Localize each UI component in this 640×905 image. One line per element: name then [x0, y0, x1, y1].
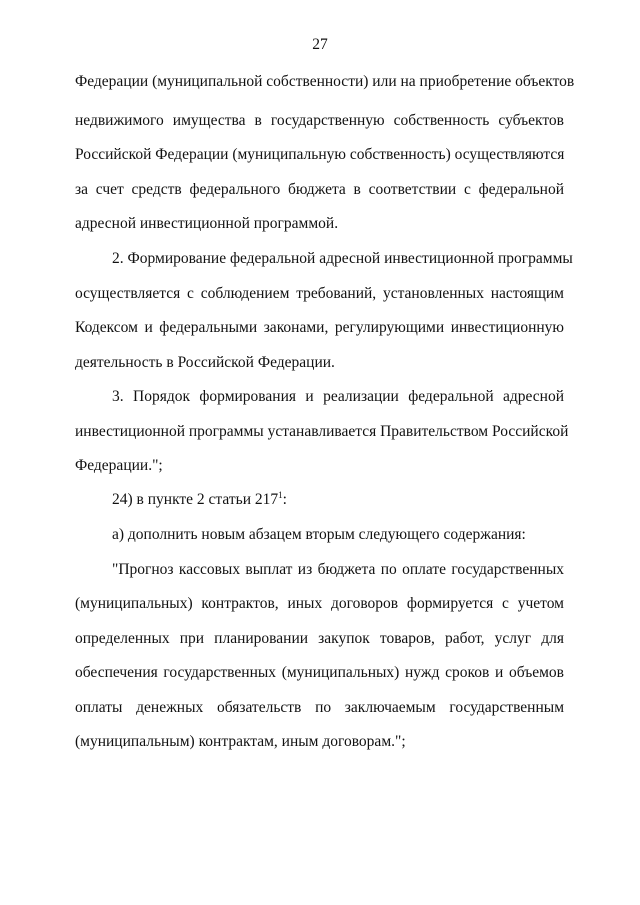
text-line: деятельность в Российской Федерации. — [75, 354, 335, 371]
text-line: (муниципальным) контрактам, иным договорам."; — [75, 733, 406, 750]
article-reference: 24) в пункте 2 статьи 217 — [112, 491, 279, 508]
text-line: за счет средств федерального бюджета в соответствии с федеральной — [75, 181, 564, 198]
text-line: "Прогноз кассовых выплат из бюджета по оплате государственных — [112, 561, 564, 578]
text-line: 3. Порядок формирования и реализации федеральной адресной — [112, 388, 564, 405]
text-line: (муниципальных) контрактов, иных договоров формируется с учетом — [75, 595, 564, 612]
superscript-index: 1 — [278, 489, 283, 500]
text-line: инвестиционной программы устанавливается Правительством Российской — [75, 423, 569, 440]
text-line: определенных при планировании закупок товаров, работ, услуг для — [75, 630, 564, 647]
text-line-with-superscript — [112, 490, 564, 510]
text-line: а) дополнить новым абзацем вторым следующего содержания: — [112, 526, 526, 543]
text-line: обеспечения государственных (муниципальных) нужд сроков и объемов — [75, 664, 564, 681]
text-line: оплаты денежных обязательств по заключаемым государственным — [75, 699, 564, 716]
text-line: Российской Федерации (муниципальную собственность) осуществляются — [75, 146, 565, 163]
colon: : — [282, 491, 287, 508]
page-number: 27 — [312, 36, 328, 53]
text-line: Кодексом и федеральными законами, регулирующими инвестиционную — [75, 319, 564, 336]
text-line: Федерации."; — [75, 457, 163, 474]
text-line: Федерации (муниципальной собственности) или на приобретение объектов — [75, 73, 575, 90]
text-line: осуществляется с соблюдением требований, установленных настоящим — [75, 285, 564, 302]
text-line: адресной инвестиционной программой. — [75, 215, 339, 232]
text-line: 2. Формирование федеральной адресной инвестиционной программы — [112, 250, 573, 267]
text-line: недвижимого имущества в государственную собственность субъектов — [75, 112, 564, 129]
